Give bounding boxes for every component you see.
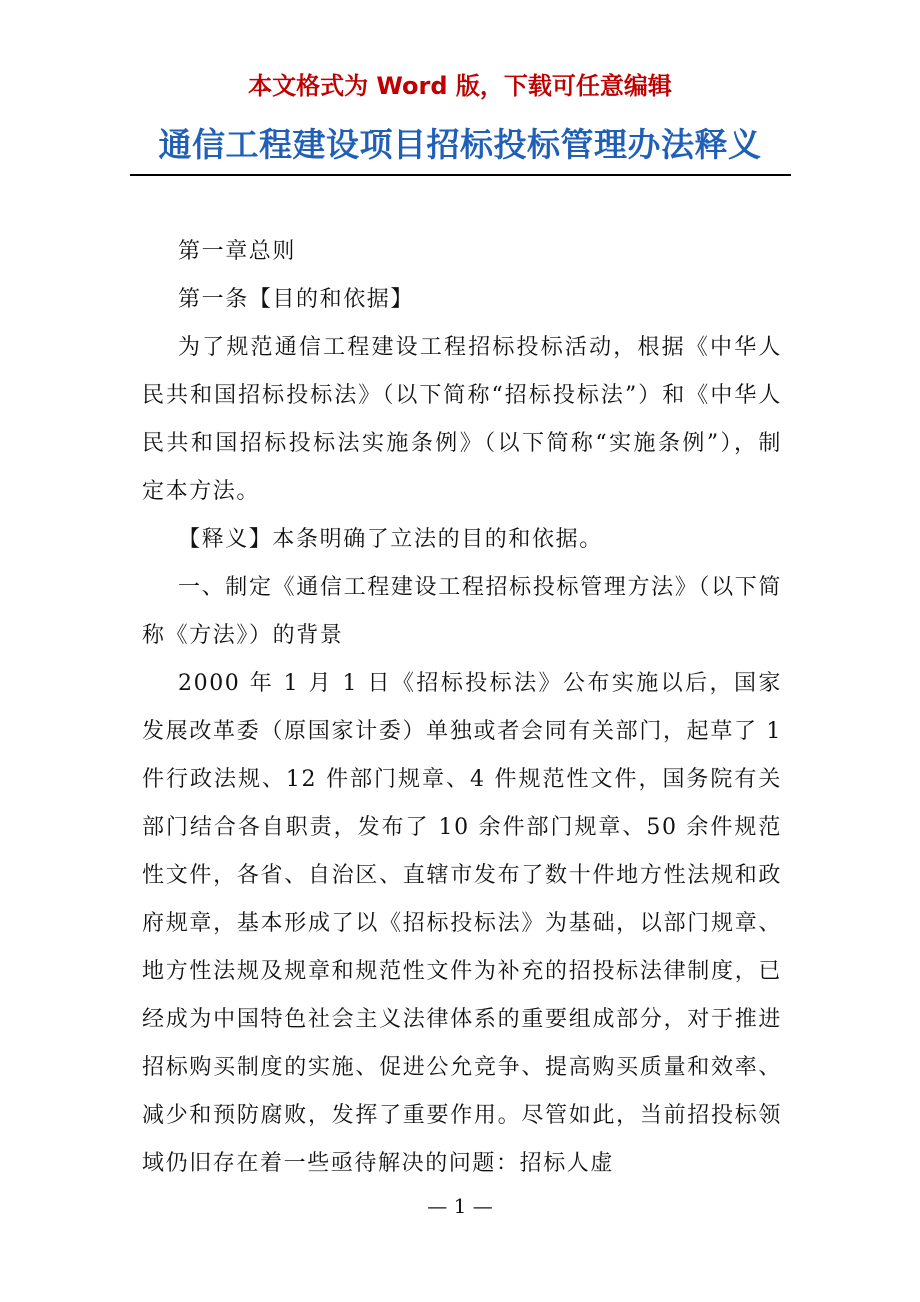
article-heading: 第一条【目的和依据】 xyxy=(178,287,415,312)
section-heading: 一、制定《通信工程建设工程招标投标管理方法》（以下简称《方法》）的背景 xyxy=(142,575,782,648)
paragraph: 【释义】本条明确了立法的目的和依据。 xyxy=(178,527,603,552)
paragraph: 2000 年 1 月 1 日《招标投标法》公布实施以后，国家发展改革委（原国家计委）单独或者会同有关部门，起草了 1 件行政法规、12 件部门规章、4 件规范性文件，国务院有关部门结合各自职责，发布了 10 余件部门规章、50 余件规范性文件，各省、自治区、直辖市发布了数十件地方性法规和政府规章，基本形成了以《招标投标法》为基础，以部门规章、地方性法规及规章和规范性文件为补充的招投标法律制度，已经成为中国特色社会主义法律体系的重要组成部分，对于推进招标购买制度的实施、促进公允竞争、提高购买质量和效率、减少和预防腐败，发挥了重要作用。尽管如此，当前招投标领域仍旧存在着一些亟待解决的问题：招标人虚 xyxy=(142,671,782,1176)
format-notice: 本文格式为 Word 版，下载可任意编辑 xyxy=(248,72,672,100)
document-title: 通信工程建设项目招标投标管理办法释义 xyxy=(158,125,762,164)
document-body xyxy=(142,228,782,1188)
title-divider xyxy=(130,174,791,176)
chapter-heading: 第一章总则 xyxy=(178,239,297,264)
paragraph: 为了规范通信工程建设工程招标投标活动，根据《中华人民共和国招标投标法》（以下简称“招标投标法”）和《中华人民共和国招标投标法实施条例》（以下简称“实施条例”），制定本方法。 xyxy=(142,335,782,504)
page-number: — 1 — xyxy=(427,1194,493,1218)
